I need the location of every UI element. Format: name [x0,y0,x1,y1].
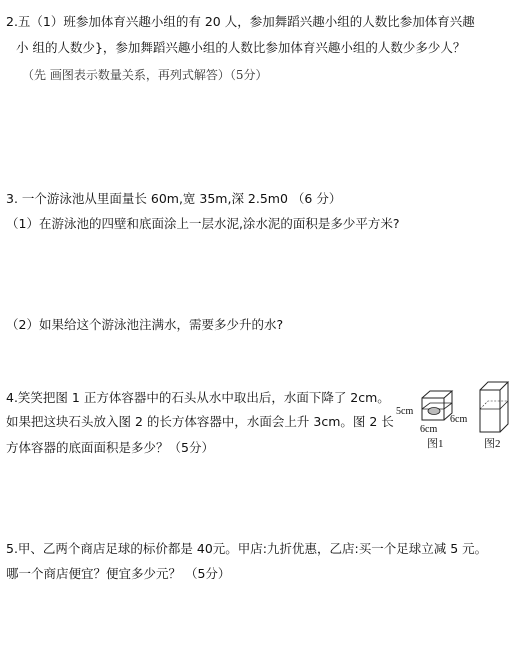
figure-2-prism-container [480,382,508,432]
q5-line-1: 5.甲、乙两个商店足球的标价都是 40元。甲店:九折优惠，乙店:买一个足球立减 5 元。 [6,541,488,556]
q3-part-2: （2）如果给这个游泳池注满水，需要多少升的水? [6,317,284,332]
q4-line-2: 如果把这块石头放入图 2 的长方体容器中，水面会上升 3cm。图 2 长 [6,414,394,429]
fig1-dim-bottom: 6cm [420,424,438,435]
q2-note: （先 画图表示数量关系，再列式解答）（5分） [22,68,268,82]
figure-1-cube-container [422,391,452,420]
fig1-dim-left: 5cm [396,406,414,417]
q3-intro: 3. 一个游泳池从里面量长 60m,宽 35m,深 2.5m0 （6 分） [6,191,342,206]
q4-figures [394,376,516,452]
q4-line-3: 方体容器的底面面积是多少？（5分） [6,440,214,455]
q5-line-2: 哪一个商店便宜？便宜多少元？ （5分） [6,566,231,581]
q4-line-1: 4.笑笑把图 1 正方体容器中的石头从水中取出后，水面下降了 2cm。 [6,390,390,405]
q3-part-1: （1）在游泳池的四壁和底面涂上一层水泥,涂水泥的面积是多少平方米? [6,216,400,231]
figure-2-label: 图2 [484,438,501,450]
q2-line-2: 小 组的人数少}，参加舞蹈兴趣小组的人数比参加体育兴趣小组的人数少多少人？ [16,40,466,55]
fig1-dim-right: 6cm [450,414,468,425]
figure-1-label: 图1 [427,438,444,450]
q2-line-1: 2.五（1）班参加体育兴趣小组的有 20 人，参加舞蹈兴趣小组的人数比参加体育兴趣 [6,14,475,29]
